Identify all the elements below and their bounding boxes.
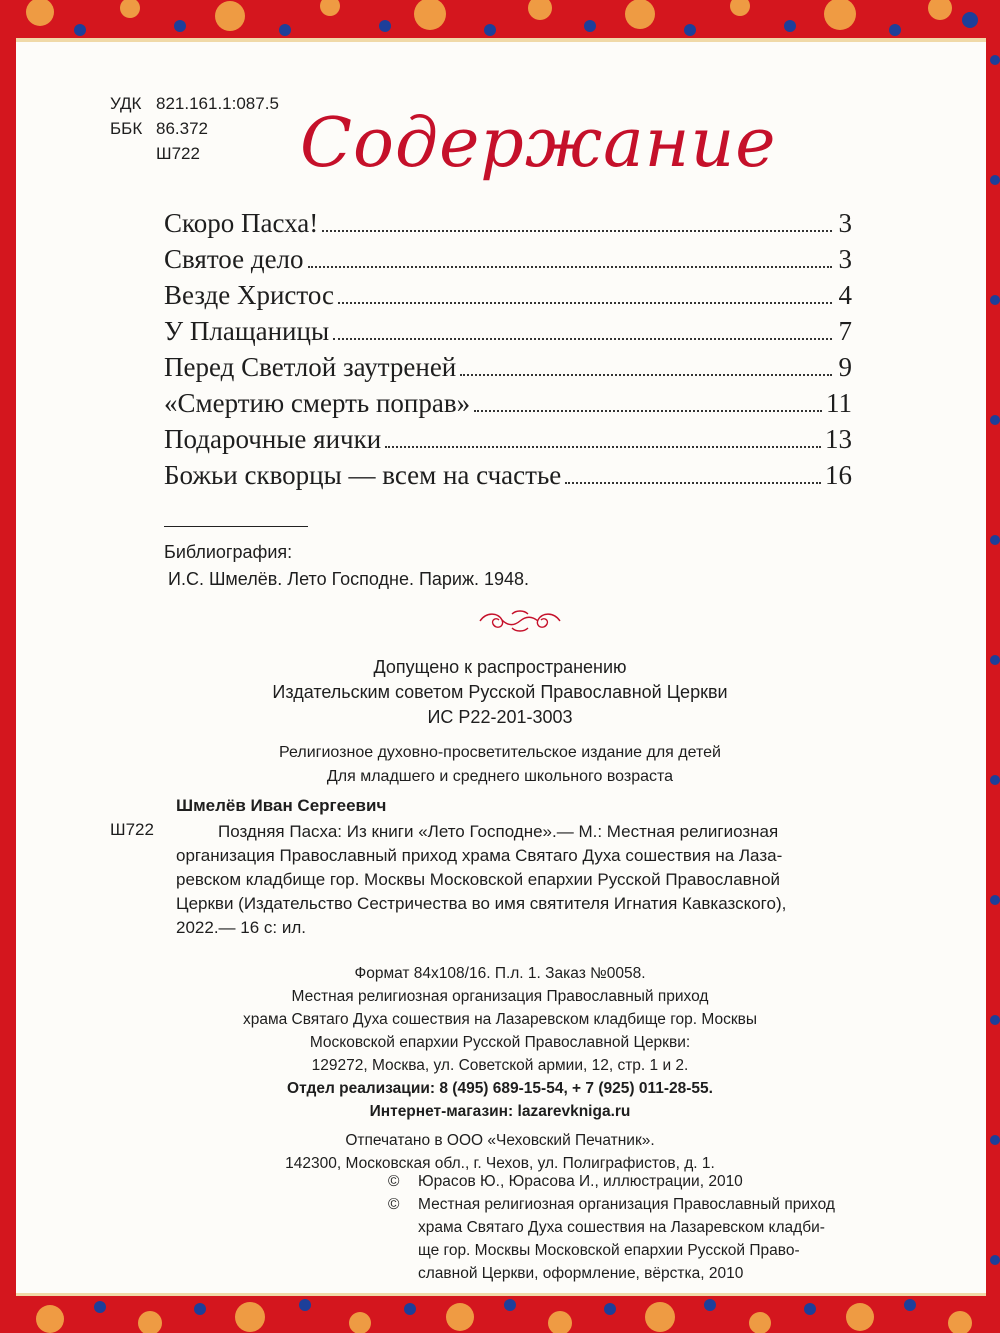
approval-line: ИС Р22-201-3003 [427,707,573,727]
dot-leader [308,266,832,268]
edition-block [170,741,830,789]
toc-item-title: Божьи скворцы — всем на счастье [164,460,562,490]
toc-item-title: Подарочные яички [164,424,382,454]
description-line: Поздняя Пасха: Из книги «Лето Господне».— М.: Местная религиозная [218,822,779,841]
dot-leader [460,374,832,376]
dot-leader [333,338,832,340]
toc-item-title: У Плащаницы [164,316,330,346]
toc-item[interactable] [164,316,852,352]
bibliography-reference: И.С. Шмелёв. Лето Господне. Париж. 1948. [168,569,530,589]
decorative-border-top [0,0,1000,42]
author-sign-row [110,141,279,166]
description-line: ревском кладбище гор. Москвы Московской епархии Русской Православной [176,870,781,889]
copyright-block [388,1170,858,1285]
imprint-line: Московской епархии Русской Православной Церкви: [309,1034,691,1051]
toc-item-page: 9 [838,352,852,382]
decorative-border-left [0,0,16,1333]
toc-item[interactable] [164,424,852,460]
divider [164,526,308,527]
copyright-icon: © [388,1173,400,1190]
toc-item[interactable] [164,280,852,316]
copyright-line: Юрасов Ю., Юрасова И., иллюстрации, 2010 [418,1173,743,1190]
copyright-line: славной Церкви, оформление, вёрстка, 2010 [418,1265,744,1282]
toc-item-title: Перед Светлой заутреней [164,352,457,382]
copyright-entry [388,1170,858,1193]
approval-block [170,655,830,730]
copyright-entry [388,1193,858,1285]
bbk-value: 86.372 [156,119,208,138]
catalog-codes [110,91,279,166]
decorative-border-bottom [0,1293,1000,1333]
edition-line: Религиозное духовно-просветительское издание для детей [279,744,721,761]
dot-leader [565,482,821,484]
imprint-line: 129272, Москва, ул. Советской армии, 12, стр. 1 и 2. [311,1057,689,1074]
toc-item-page: 13 [825,424,852,454]
bibliographic-description [176,820,858,940]
imprint-line: Формат 84x108/16. П.л. 1. Заказ №0058. [354,965,646,982]
floral-pattern-top [0,0,1000,42]
toc-item-page: 4 [838,280,852,310]
author-sign-value: Ш722 [156,144,200,163]
dot-leader [322,230,832,232]
imprint-line: храма Святаго Духа сошествия на Лазаревском кладбище гор. Москвы [242,1011,758,1028]
approval-line: Допущено к распространению [373,657,627,677]
flourish-ornament-icon [476,608,564,634]
description-line: организация Православный приход храма Святаго Духа сошествия на Лаза- [176,846,783,865]
toc-item-title: Святое дело [164,244,304,274]
printer-line: Отпечатано в ООО «Чеховский Печатник». [345,1132,655,1149]
toc-item[interactable] [164,388,852,424]
online-shop: Интернет-магазин: lazarevkniga.ru [369,1103,631,1120]
toc-item[interactable] [164,208,852,244]
author-name: Шмелёв Иван Сергеевич [176,796,387,815]
dot-leader [338,302,832,304]
toc-item-page: 3 [838,244,852,274]
bbk-row [110,116,279,141]
udk-label: УДК [110,94,142,113]
toc-item-page: 11 [826,388,852,418]
dot-leader [385,446,821,448]
edition-line: Для младшего и среднего школьного возраста [326,768,674,785]
catalog-code: Ш722 [110,820,154,839]
toc-item-title: Скоро Пасха! [164,208,319,238]
copyright-line: ще гор. Москвы Московской епархии Русской Право- [418,1242,800,1259]
approval-line: Издательским советом Русской Православной Церкви [272,682,728,702]
bibliography-heading: Библиография: [164,542,293,562]
bibliography [164,539,529,593]
dot-leader [474,410,822,412]
page-title: Содержание [300,104,777,183]
printer-line: 142300, Московская обл., г. Чехов, ул. Полиграфистов, д. 1. [285,1155,715,1172]
bead-column [986,0,1000,1333]
description-line: 2022.— 16 с: ил. [176,918,306,937]
imprint [210,962,790,1175]
sales-contacts: Отдел реализации: 8 (495) 689-15-54, + 7 (925) 011-28-55. [287,1080,713,1097]
udk-row [110,91,279,116]
copyright-line: Местная религиозная организация Православный приход [418,1196,835,1213]
copyright-icon: © [388,1196,400,1213]
bbk-label: ББК [110,119,143,138]
toc-item-title: «Смертию смерть поправ» [164,388,471,418]
floral-pattern-bottom [0,1293,1000,1333]
toc-item[interactable] [164,460,852,496]
toc-item-page: 7 [838,316,852,346]
copyright-line: храма Святаго Духа сошествия на Лазаревском кладби- [418,1219,825,1236]
decorative-border-right [986,0,1000,1333]
toc-item[interactable] [164,352,852,388]
toc-item-page: 3 [838,208,852,238]
toc-item-title: Везде Христос [164,280,335,310]
toc-item[interactable] [164,244,852,280]
toc-item-page: 16 [825,460,852,490]
table-of-contents [164,208,852,496]
udk-value: 821.161.1:087.5 [156,94,279,113]
imprint-line: Местная религиозная организация Православный приход [291,988,709,1005]
description-line: Церкви (Издательство Сестричества во имя святителя Игнатия Кавказского), [176,894,787,913]
